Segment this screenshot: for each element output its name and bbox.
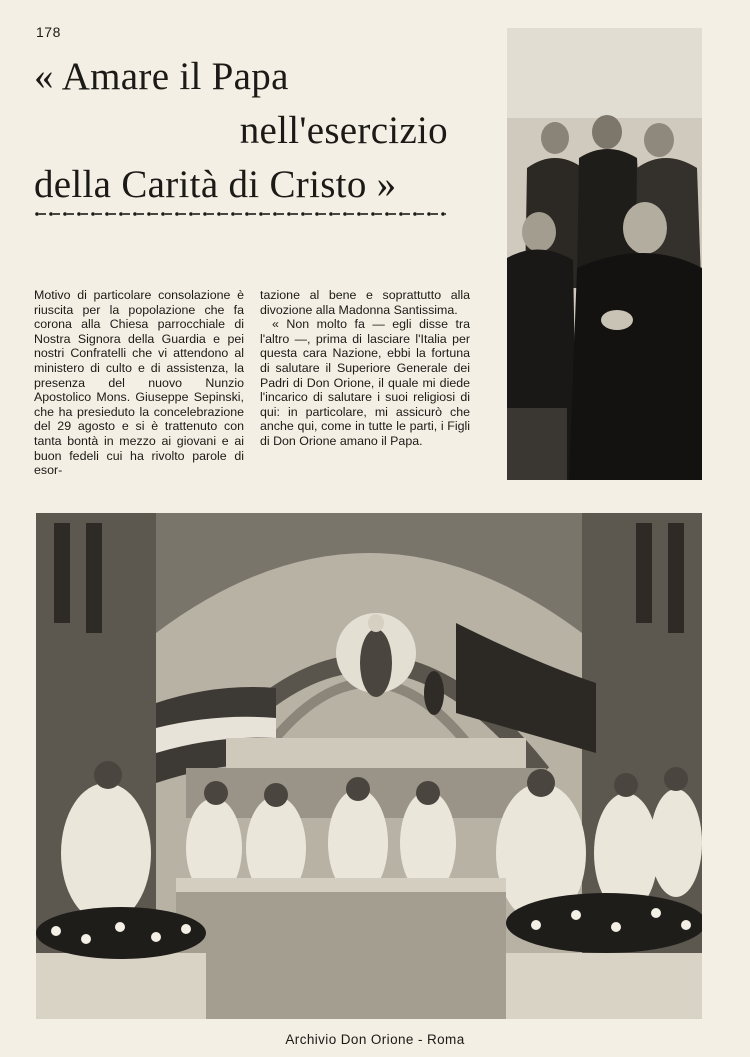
page-number: 178 — [36, 24, 61, 40]
title-line-3: della Carità di Cristo » — [34, 163, 397, 206]
paragraph: « Non molto fa — egli disse tra l'altro —, prima di lasciare l'Italia per questa cara Nazione, ebbi la fortuna di salutare il Superiore Generale dei Padri di Don Orione, il quale mi diede l'incarico di salutare i suoi religiosi di qui: in particolare, mi assicurò che anche qui, come in tutte le parti, i Figli di Don Orione amano il Papa. — [260, 317, 470, 448]
decorative-divider — [34, 210, 446, 218]
article-column-right — [260, 288, 470, 478]
photo-concelebration-church — [36, 513, 702, 1019]
article-title — [34, 50, 464, 212]
paragraph: Motivo di particolare consolazione è riuscita per la popolazione che fa corona alla Chiesa parrocchiale di Nostra Signora della Guardia e pei nostri Confratelli che vi attendono al ministero di culto e di assistenza, la presenza del nuovo Nunzio Apostolico Mons. Giuseppe Sepinski, che ha presieduto la concelebrazione del 29 agosto e si è trattenuto con tanta bontà in mezzo ai giovani e ai buon fedeli cui ha rivolto parole di esor- — [34, 288, 244, 478]
article-body — [34, 288, 470, 478]
title-line-2: nell'esercizio — [239, 109, 448, 152]
archive-caption: Archivio Don Orione - Roma — [285, 1032, 465, 1047]
paragraph: tazione al bene e soprattutto alla divozione alla Madonna Santissima. — [260, 288, 470, 317]
photo-nunzio-with-priests — [507, 28, 702, 480]
title-line-1: « Amare il Papa — [34, 55, 289, 98]
article-column-left — [34, 288, 244, 478]
